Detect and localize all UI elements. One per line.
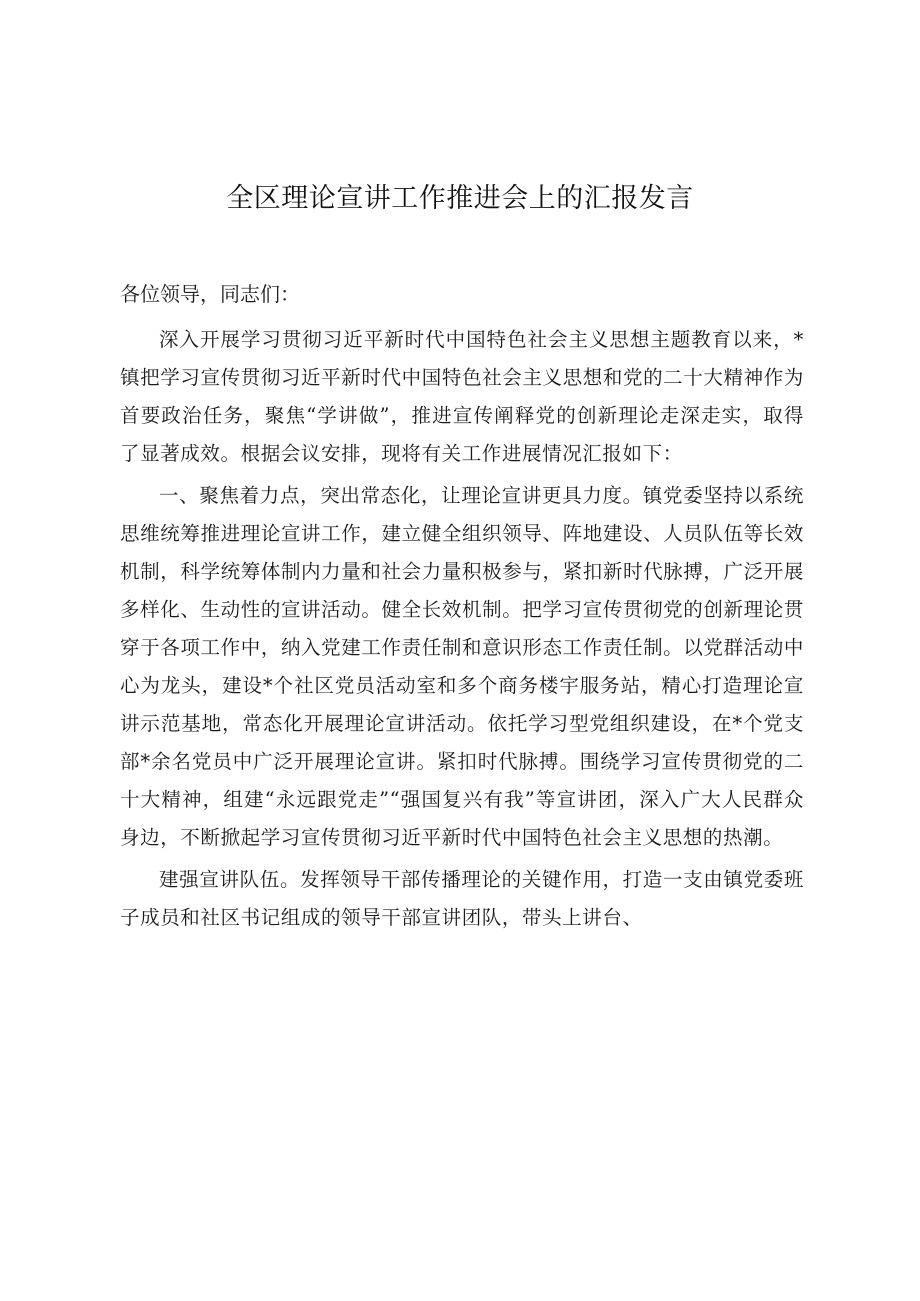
paragraph-section-one: 一、聚焦着力点，突出常态化，让理论宣讲更具力度。镇党委坚持以系统思维统筹推进理论宣讲工作，建立健全组织领导、阵地建设、人员队伍等长效机制，科学统筹体制内力量和社会力量积极参与，紧扣新时代脉搏，广泛开展多样化、生动性的宣讲活动。健全长效机制。把学习宣传贯彻党的创新理论贯穿于各项工作中，纳入党建工作责任制和意识形态工作责任制。以党群活动中心为龙头，建设*个社区党员活动室和多个商务楼宇服务站，精心打造理论宣讲示范基地，常态化开展理论宣讲活动。依托学习型党组织建设，在*个党支部*余名党员中广泛开展理论宣讲。紧扣时代脉搏。围绕学习宣传贯彻党的二十大精神，组建“永远跟党走”“强国复兴有我”等宣讲团，深入广大人民群众身边，不断掀起学习宣传贯彻习近平新时代中国特色社会主义思想的热潮。: [120, 484, 804, 849]
document-title: 全区理论宣讲工作推进会上的汇报发言: [226, 183, 694, 214]
document-body: [120, 321, 804, 941]
paragraph-team-building: 建强宣讲队伍。发挥领导干部传播理论的关键作用，打造一支由镇党委班子成员和社区书记组成的领导干部宣讲团队，带头上讲台、: [120, 868, 804, 929]
paragraph-intro: 深入开展学习贯彻习近平新时代中国特色社会主义思想主题教育以来，*镇把学习宣传贯彻习近平新时代中国特色社会主义思想和党的二十大精神作为首要政治任务，聚焦“学讲做”，推进宣传阐释党的创新理论走深走实，取得了显著成效。根据会议安排，现将有关工作进展情况汇报如下：: [120, 328, 804, 465]
salutation: 各位领导，同志们：: [120, 282, 300, 306]
